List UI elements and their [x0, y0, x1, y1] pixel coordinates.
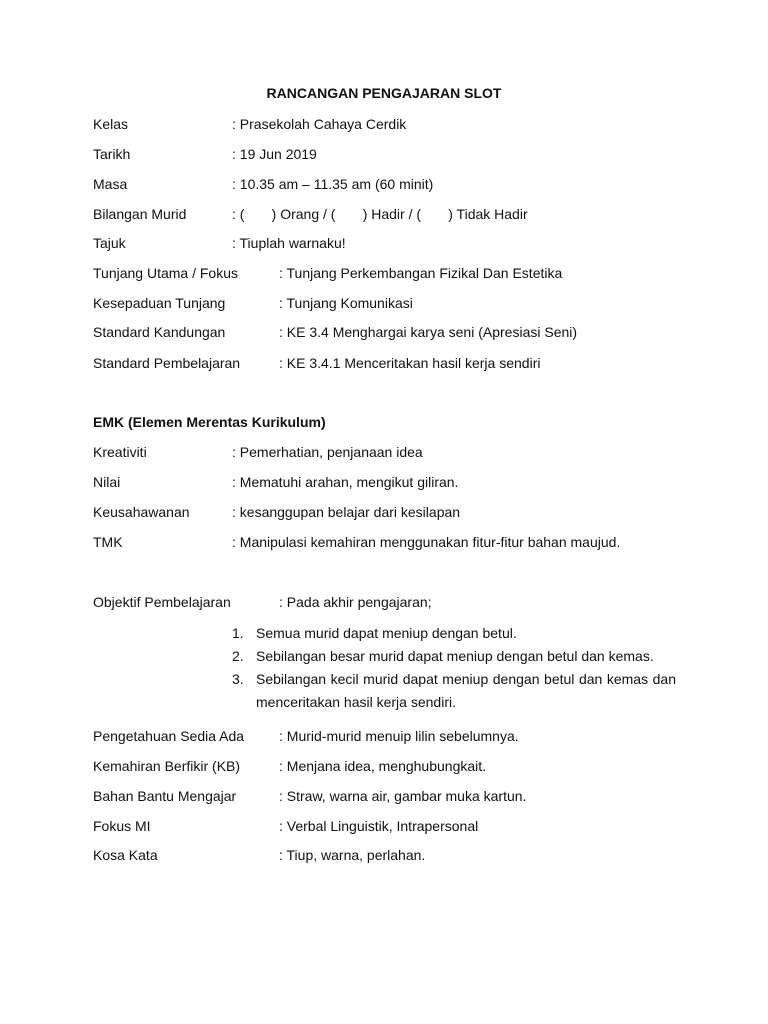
list-text: Sebilangan besar murid dapat meniup dengan betul dan kemas.	[256, 648, 654, 664]
extra-value: : Tiup, warna, perlahan.	[279, 847, 426, 863]
extra-value: : Straw, warna air, gambar muka kartun.	[279, 788, 527, 804]
objective-label: Objektif Pembelajaran	[93, 594, 231, 610]
info-value: : Tiuplah warnaku!	[232, 235, 346, 251]
emk-value: : Manipulasi kemahiran menggunakan fitur-fitur bahan maujud.	[232, 534, 621, 550]
core-label: Standard Kandungan	[93, 324, 226, 340]
extra-label: Kosa Kata	[93, 847, 158, 863]
info-label: Bilangan Murid	[93, 206, 187, 222]
emk-value: : Pemerhatian, penjanaan idea	[232, 444, 423, 460]
info-value: : Prasekolah Cahaya Cerdik	[232, 116, 407, 132]
emk-label: Nilai	[93, 474, 121, 490]
emk-label: Keusahawanan	[93, 504, 190, 520]
list-text: Sebilangan kecil murid dapat meniup dengan betul dan kemas dan menceritakan hasil kerja sendiri.	[256, 671, 676, 710]
list-number: 3.	[232, 671, 244, 687]
emk-label: Kreativiti	[93, 444, 147, 460]
emk-value: : kesanggupan belajar dari kesilapan	[232, 504, 461, 520]
list-number: 2.	[232, 648, 244, 664]
info-label: Masa	[93, 176, 128, 192]
core-value: : KE 3.4 Menghargai karya seni (Apresiasi Seni)	[279, 324, 578, 340]
list-text: Semua murid dapat meniup dengan betul.	[256, 625, 517, 641]
info-value: : 19 Jun 2019	[232, 146, 317, 162]
extra-label: Kemahiran Berfikir (KB)	[93, 758, 241, 774]
emk-value: : Mematuhi arahan, mengikut giliran.	[232, 474, 459, 490]
objective-value: : Pada akhir pengajaran;	[279, 594, 432, 610]
emk-heading: EMK (Elemen Merentas Kurikulum)	[93, 414, 326, 430]
core-value: : KE 3.4.1 Menceritakan hasil kerja sendiri	[279, 355, 541, 371]
list-item	[232, 645, 676, 668]
extra-value: : Verbal Linguistik, Intrapersonal	[279, 818, 479, 834]
core-label: Kesepaduan Tunjang	[93, 295, 226, 311]
extra-label: Bahan Bantu Mengajar	[93, 788, 237, 804]
core-value: : Tunjang Komunikasi	[279, 295, 413, 311]
extra-label: Fokus MI	[93, 818, 151, 834]
extra-value: : Menjana idea, menghubungkait.	[279, 758, 487, 774]
info-value: : 10.35 am – 11.35 am (60 minit)	[232, 176, 434, 192]
extra-value: : Murid-murid menuip lilin sebelumnya.	[279, 728, 519, 744]
extra-label: Pengetahuan Sedia Ada	[93, 728, 245, 744]
objective-list	[232, 622, 676, 714]
core-label: Standard Pembelajaran	[93, 355, 241, 371]
info-label: Tarikh	[93, 146, 131, 162]
info-label: Kelas	[93, 116, 129, 132]
info-label: Tajuk	[93, 235, 126, 251]
list-item	[232, 622, 676, 645]
list-number: 1.	[232, 625, 244, 641]
core-label: Tunjang Utama / Fokus	[93, 265, 238, 281]
core-value: : Tunjang Perkembangan Fizikal Dan Estetika	[279, 265, 563, 281]
emk-label: TMK	[93, 534, 123, 550]
page-title: RANCANGAN PENGAJARAN SLOT	[266, 85, 502, 101]
info-value: : ( ) Orang / ( ) Hadir / ( ) Tidak Hadir	[232, 206, 528, 222]
list-item	[232, 668, 676, 714]
